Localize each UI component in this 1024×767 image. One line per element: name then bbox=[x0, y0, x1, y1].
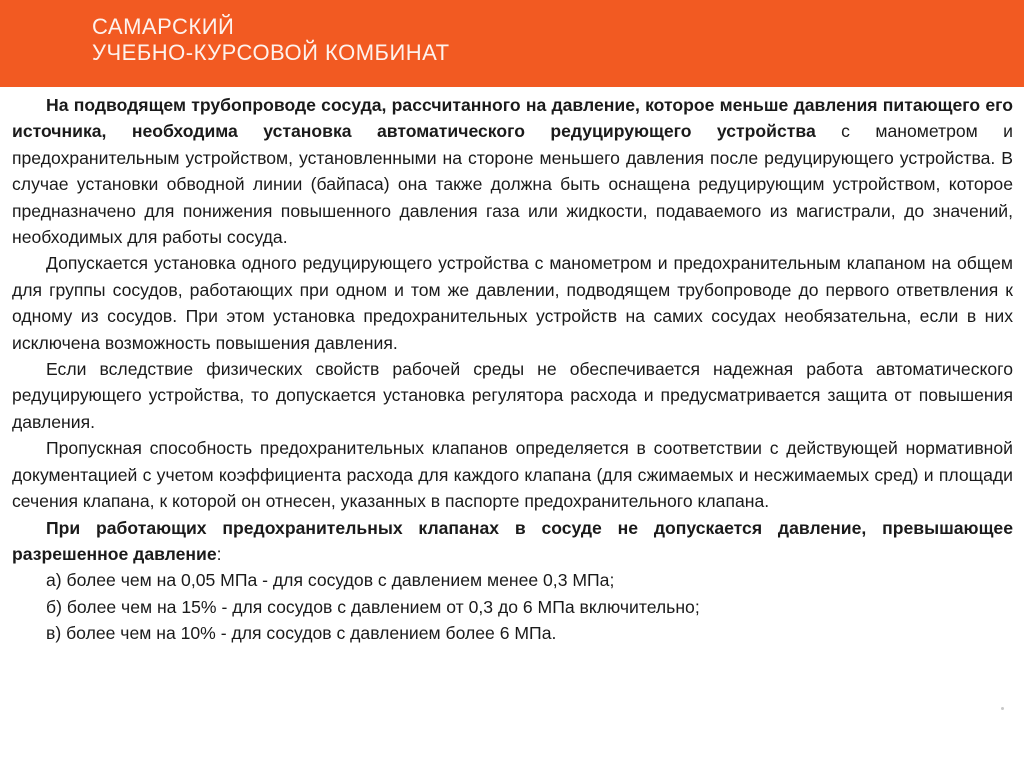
list-item-c: в) более чем на 10% - для сосудов с давлением более 6 МПа. bbox=[46, 623, 557, 644]
paragraph-1-bold: На подводящем трубопроводе сосуда, рассчитанного на давление, которое меньше давления питающего его источника, необходима установка автоматического редуцирующего устройства bbox=[12, 95, 1013, 142]
list-item-b: б) более чем на 15% - для сосудов с давлением от 0,3 до 6 МПа включительно; bbox=[46, 596, 700, 617]
logo-line-1: САМАРСКИЙ bbox=[92, 14, 235, 39]
document-body bbox=[12, 92, 1013, 647]
paragraph-3: Если вследствие физических свойств рабочей среды не обеспечивается надежная работа автоматического редуцирующего устройства, то допускается установка регулятора расхода и предусматривается защита от повышения давления. bbox=[12, 359, 1013, 432]
paragraph-4: Пропускная способность предохранительных клапанов определяется в соответствии с действующей нормативной документацией с учетом коэффициента расхода для каждого клапана (для сжимаемых и несжимаемых сред) и площади сечения клапана, к которой он отнесен, указанных в паспорте предохранительного клапана. bbox=[12, 438, 1013, 512]
paragraph-5-bold: При работающих предохранительных клапанах в сосуде не допускается давление, превышающее разрешенное давление bbox=[12, 517, 1013, 564]
paragraph-1 bbox=[12, 92, 1013, 250]
list-item-a: а) более чем на 0,05 МПа - для сосудов с давлением менее 0,3 МПа; bbox=[46, 570, 615, 591]
paragraph-5 bbox=[12, 515, 1013, 568]
paragraph-5-text: : bbox=[216, 543, 222, 564]
decorative-dot bbox=[1001, 707, 1004, 710]
header-banner bbox=[0, 0, 1024, 87]
paragraph-2: Допускается установка одного редуцирующего устройства с манометром и предохранительным клапаном на общем для группы сосудов, работающих при одном и том же давлении, подводящем трубопроводе до первого ответвления к одному из сосудов. При этом установка предохранительных устройств на самих сосудах необязательна, если в них исключена возможность повышения давления. bbox=[12, 253, 1013, 353]
logo-line-2: УЧЕБНО-КУРСОВОЙ КОМБИНАТ bbox=[92, 40, 450, 65]
company-logo bbox=[92, 14, 450, 66]
paragraph-1-text: с манометром и предохранительным устройством, установленными на стороне меньшего давления после редуцирующего устройства. В случае установки обводной линии (байпаса) она также должна быть оснащена редуцирующим устройством, которое предназначено для понижения повышенного давления газа или жидкости, подаваемого из магистрали, до значений, необходимых для работы сосуда. bbox=[12, 121, 1013, 248]
